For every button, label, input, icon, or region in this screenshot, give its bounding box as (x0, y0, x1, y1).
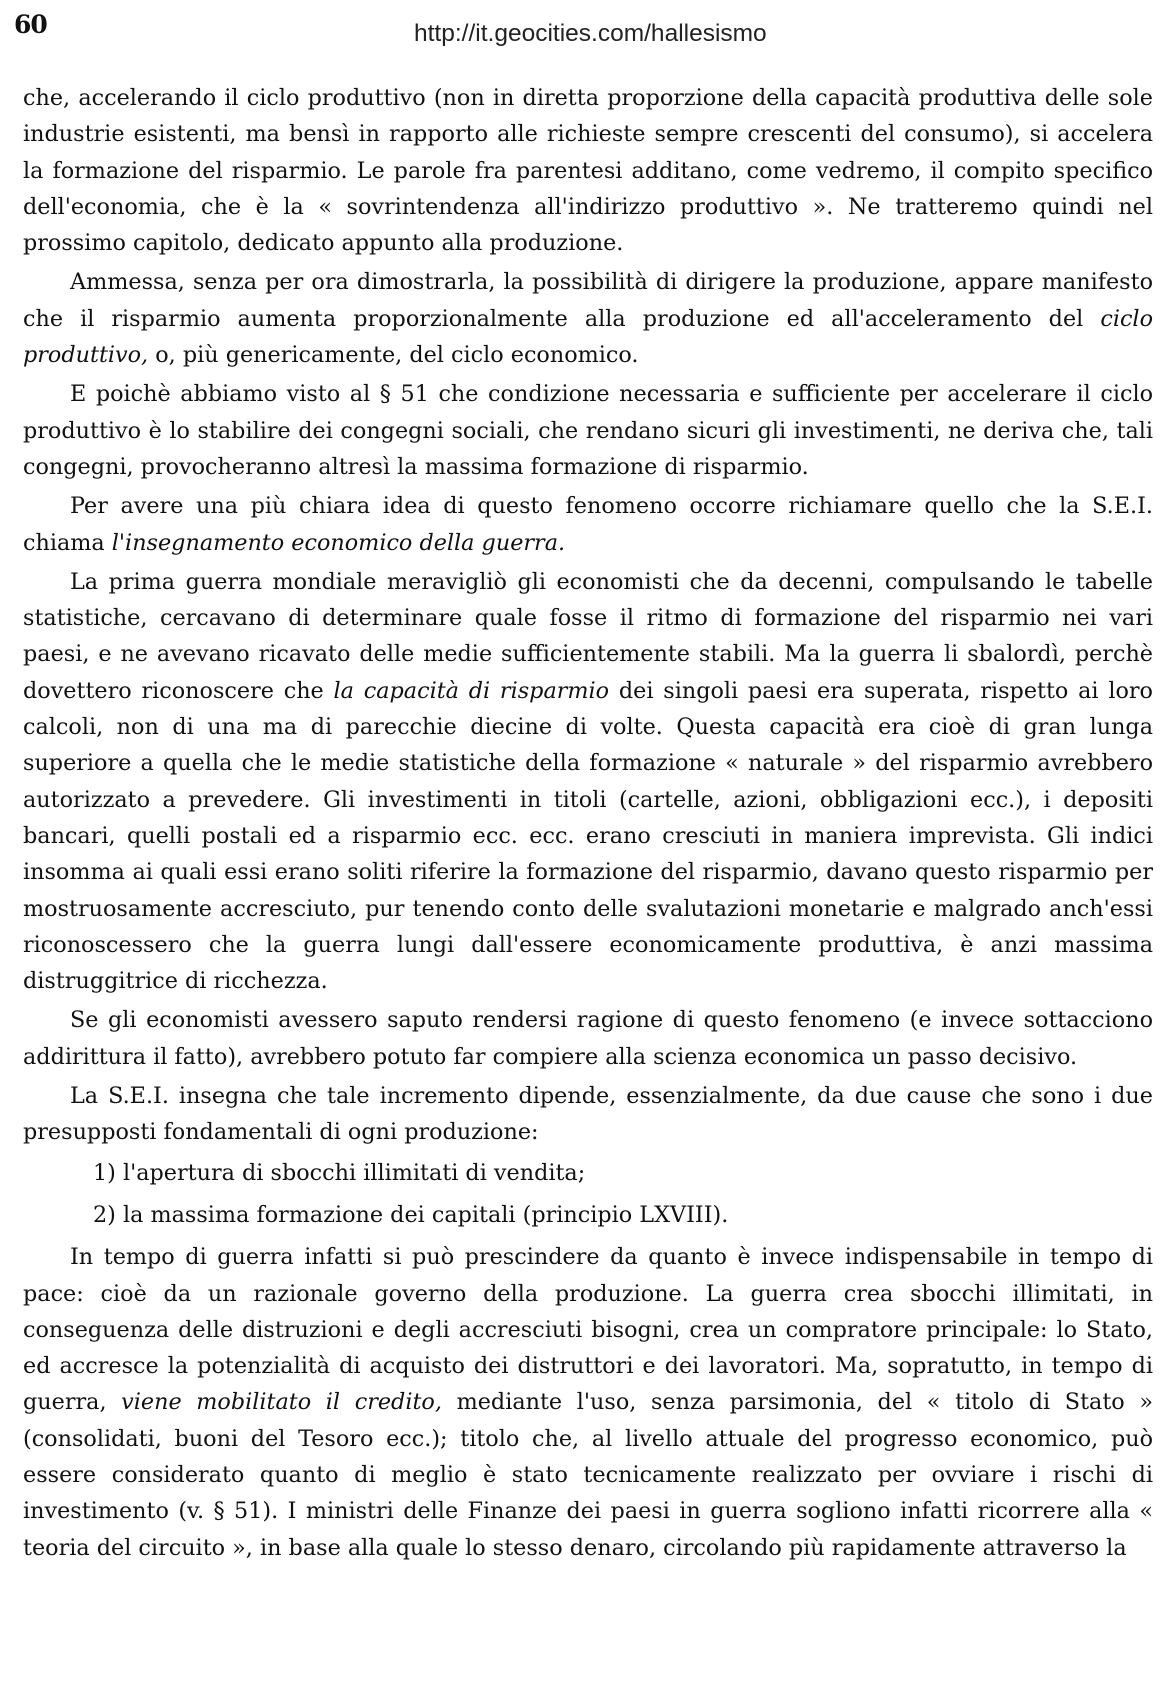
emphasis: l'insegnamento economico della guerra. (111, 529, 566, 556)
list-item-2: 2) la massima formazione dei capitali (principio LXVIII). (93, 1201, 729, 1228)
page-body (23, 80, 1153, 1569)
emphasis: ciclo produttivo, (23, 305, 1153, 369)
paragraph-4: Per avere una più chiara idea di questo fenomeno occorre richiamare quello che la S.E.I. chiama l'insegnamento economico della guerra. (23, 493, 1153, 556)
paragraph-6: Se gli economisti avessero saputo rendersi ragione di questo fenomeno (e invece sottacciono addirittura il fatto), avrebbero potuto far compiere alla scienza economica un passo decisivo. (23, 1007, 1153, 1070)
list-item-1: 1) l'apertura di sbocchi illimitati di vendita; (93, 1159, 586, 1186)
page-number: 60 (14, 10, 47, 39)
paragraph-1: che, accelerando il ciclo produttivo (non in diretta proporzione della capacità produttiva delle sole industrie esistenti, ma bensì in rapporto alle richieste sempre crescenti del consumo), si accelera la formazione del risparmio. Le parole fra parentesi additano, come vedremo, il compito specifico dell'economia, che è la « sovrintendenza all'indirizzo produttivo ». Ne tratteremo quindi nel prossimo capitolo, dedicato appunto alla produzione. (23, 85, 1153, 257)
paragraph-2: Ammessa, senza per ora dimostrarla, la possibilità di dirigere la produzione, appare manifesto che il risparmio aumenta proporzionalmente alla produzione ed all'acceleramento del ciclo produttivo, o, più genericamente, del ciclo economico. (23, 269, 1153, 369)
header-url: http://it.geocities.com/hallesismo (414, 20, 767, 47)
emphasis: viene mobilitato il credito, (121, 1389, 442, 1416)
paragraph-7: La S.E.I. insegna che tale incremento dipende, essenzialmente, da due cause che sono i due presupposti fondamentali di ogni produzione: (23, 1083, 1153, 1146)
emphasis: la capacità di risparmio (333, 677, 610, 704)
paragraph-3: E poichè abbiamo visto al § 51 che condizione necessaria e sufficiente per accelerare il ciclo produttivo è lo stabilire dei congegni sociali, che rendano sicuri gli investimenti, ne deriva che, tali congegni, provocheranno altresì la massima formazione di risparmio. (23, 381, 1153, 480)
paragraph-8: In tempo di guerra infatti si può prescindere da quanto è invece indispensabile in tempo di pace: cioè da un razionale governo della produzione. La guerra crea sbocchi illimitati, in conseguenza delle distruzioni e degli accresciuti bisogni, crea un compratore principale: lo Stato, ed accresce la potenzialità di acquisto dei distruttori e dei lavoratori. Ma, sopratutto, in tempo di guerra, viene mobilitato il credito, mediante l'uso, senza parsimonia, del « titolo di Stato » (consolidati, buoni del Tesoro ecc.); titolo che, al livello attuale del progresso economico, può essere considerato quanto di meglio è stato tecnicamente realizzato per ovviare i rischi di investimento (v. § 51). I ministri delle Finanze dei paesi in guerra sogliono infatti ricorrere alla « teoria del circuito », in base alla quale lo stesso denaro, circolando più rapidamente attraverso la (23, 1244, 1153, 1561)
paragraph-5: La prima guerra mondiale meravigliò gli economisti che da decenni, compulsando le tabelle statistiche, cercavano di determinare quale fosse il ritmo di formazione del risparmio nei vari paesi, e ne avevano ricavato delle medie sufficientemente stabili. Ma la guerra li sbalordì, perchè dovettero riconoscere che la capacità di risparmio dei singoli paesi era superata, rispetto ai loro calcoli, non di una ma di parecchie diecine di volte. Questa capacità era cioè di gran lunga superiore a quella che le medie statistiche della formazione « naturale » del risparmio avrebbero autorizzato a prevedere. Gli investimenti in titoli (cartelle, azioni, obbligazioni ecc.), i depositi bancari, quelli postali ed a risparmio ecc. ecc. erano cresciuti in maniera imprevista. Gli indici insomma ai quali essi erano soliti riferire la formazione del risparmio, davano questo risparmio per mostruosamente accresciuto, pur tenendo conto delle svalutazioni monetarie e malgrado anch'essi riconoscessero che la guerra lungi dall'essere economicamente produttiva, è anzi massima distruggitrice di ricchezza. (23, 568, 1153, 995)
